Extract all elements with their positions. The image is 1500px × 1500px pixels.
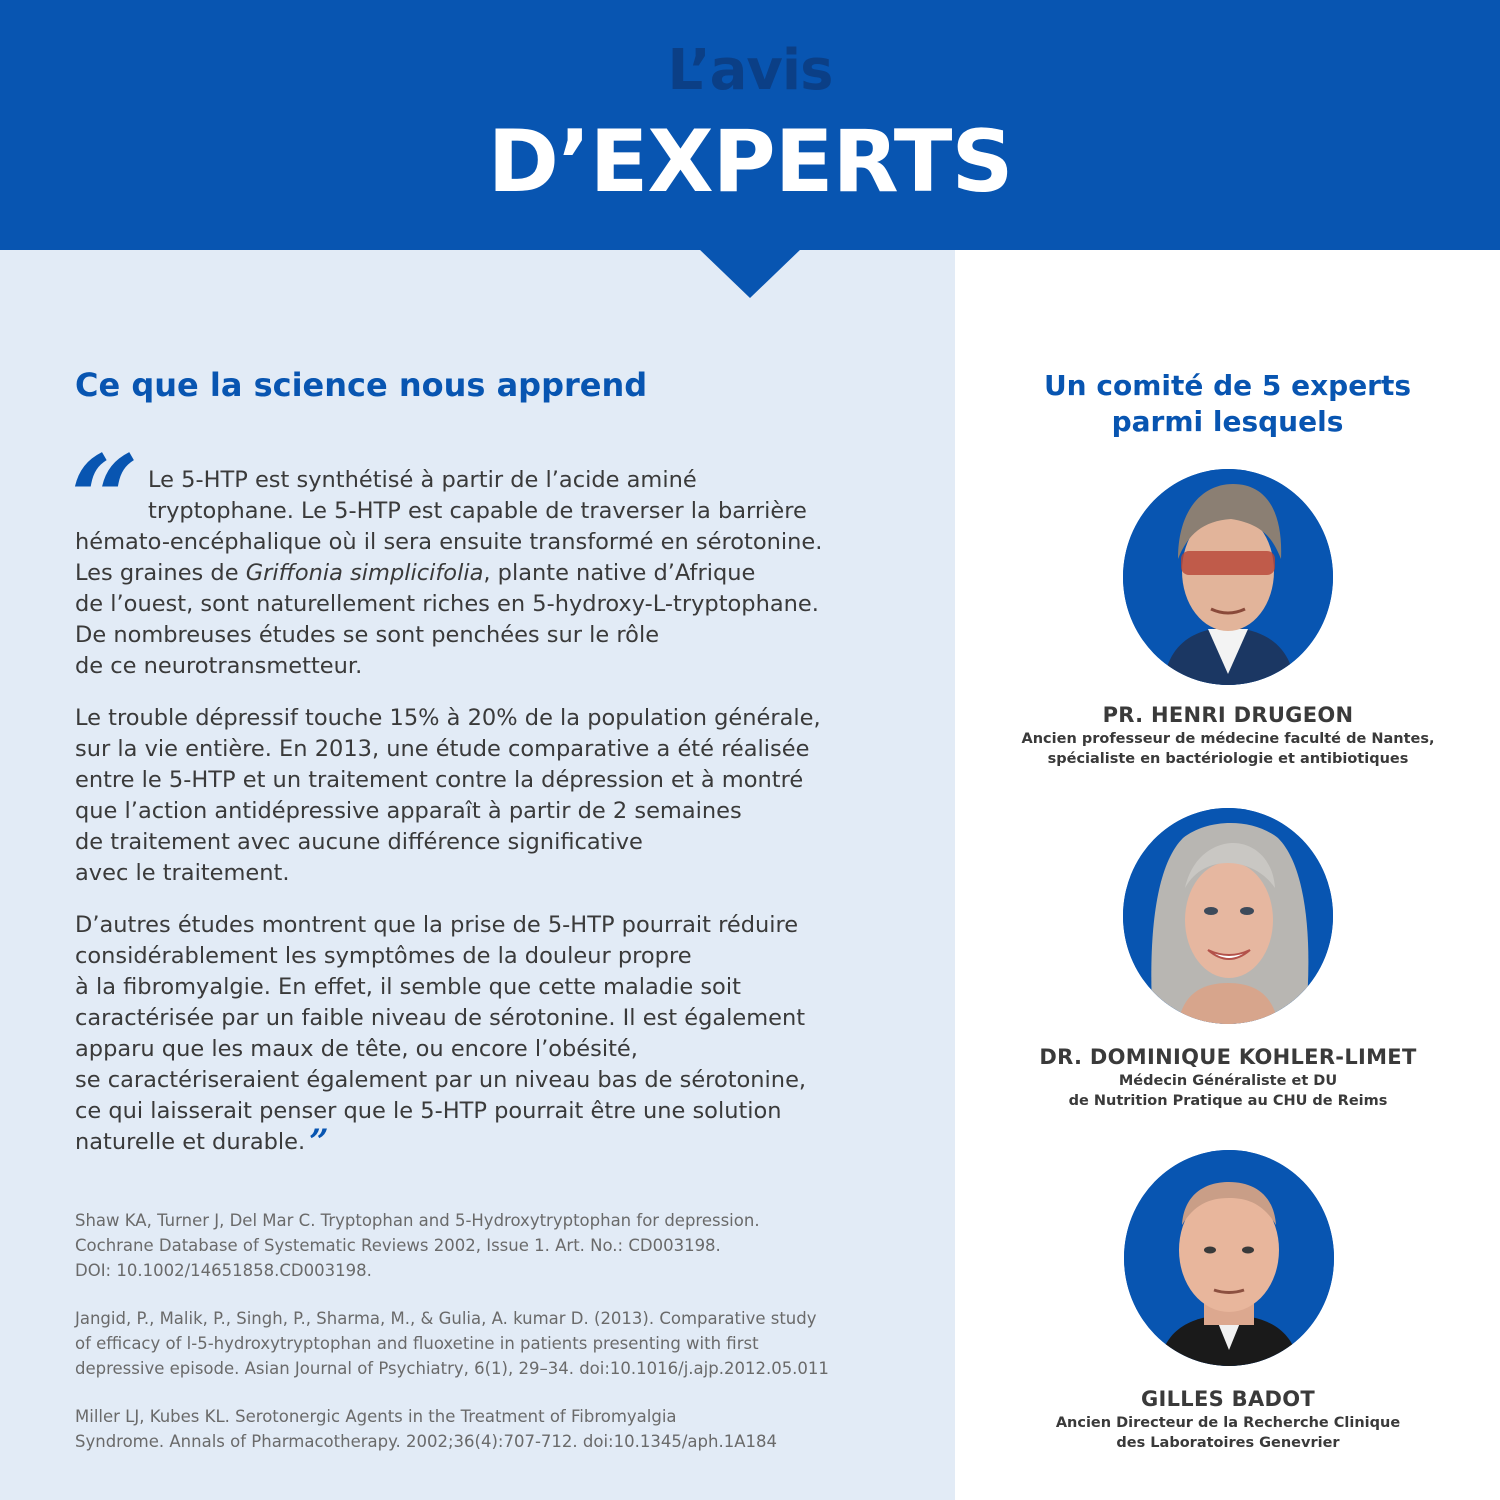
reference-3 [75, 1404, 895, 1454]
header-pre-title: L’avis [667, 38, 833, 103]
text-line: à la fibromyalgie. En effet, il semble que cette maladie soit [75, 974, 741, 1000]
expert-2-name: DR. DOMINIQUE KOHLER-LIMET [1039, 1045, 1417, 1069]
text-segment: , plante native d’Afrique [483, 560, 756, 586]
reference-line: Miller LJ, Kubes KL. Serotonergic Agents in the Treatment of Fibromyalgia [75, 1407, 677, 1426]
portrait-photo [1124, 1150, 1334, 1366]
text-segment: Les graines de [75, 560, 246, 586]
expert-1-name: PR. HENRI DRUGEON [1102, 703, 1354, 727]
expert-role-line: des Laboratoires Genevrier [1116, 1435, 1340, 1451]
portrait-photo [1123, 469, 1333, 685]
expert-1-portrait [1123, 469, 1333, 685]
expert-3-role [1000, 1413, 1456, 1453]
text-line: se caractériseraient également par un niveau bas de sérotonine, [75, 1067, 807, 1093]
text-line: considérablement les symptômes de la douleur propre [75, 943, 692, 969]
expert-1-role [1000, 729, 1456, 769]
reference-line: Shaw KA, Turner J, Del Mar C. Tryptophan and 5-Hydroxytryptophan for depression. [75, 1211, 760, 1230]
expert-role-line: Médecin Généraliste et DU [1118, 1073, 1338, 1089]
text-line: hémato-encéphalique où il sera ensuite transformé en sérotonine. [75, 529, 823, 555]
paragraph-2 [75, 703, 895, 889]
reference-line: DOI: 10.1002/14651858.CD003198. [75, 1261, 372, 1280]
text-line: de l’ouest, sont naturellement riches en 5-hydroxy-L-tryptophane. [75, 591, 819, 617]
header-title: D’EXPERTS [487, 112, 1013, 212]
reference-line: Jangid, P., Malik, P., Singh, P., Sharma, M., & Gulia, A. kumar D. (2013). Comparative study [75, 1309, 817, 1328]
expert-role-line: spécialiste en bactériologie et antibiotiques [1047, 751, 1409, 767]
text-line: apparu que les maux de tête, ou encore l’obésité, [75, 1036, 638, 1062]
text-line: De nombreuses études se sont penchées sur le rôle [75, 622, 660, 648]
text-line [75, 558, 895, 589]
expert-2-portrait [1123, 808, 1333, 1024]
expert-3-portrait [1124, 1150, 1334, 1366]
text-line: Le trouble dépressif touche 15% à 20% de la population générale, [75, 705, 821, 731]
expert-role-line: de Nutrition Pratique au CHU de Reims [1068, 1093, 1388, 1109]
text-line: avec le traitement. [75, 860, 290, 886]
text-line: caractérisée par un faible niveau de sérotonine. Il est également [75, 1005, 806, 1031]
text-line: entre le 5-HTP et un traitement contre la dépression et à montré [75, 767, 804, 793]
expert-role-line: Ancien professeur de médecine faculté de Nantes, [1021, 731, 1435, 747]
reference-line: Cochrane Database of Systematic Reviews 2002, Issue 1. Art. No.: CD003198. [75, 1236, 721, 1255]
text-line: que l’action antidépressive apparaît à partir de 2 semaines [75, 798, 742, 824]
expert-3-name: GILLES BADOT [1140, 1387, 1316, 1411]
committee-title [1000, 368, 1455, 440]
text-line: tryptophane. Le 5-HTP est capable de traverser la barrière [148, 498, 807, 524]
species-name: Griffonia simplicifolia [245, 560, 484, 586]
expert-role-line: Ancien Directeur de la Recherche Clinique [1055, 1415, 1401, 1431]
text-segment: naturelle et durable. [75, 1129, 306, 1155]
reference-1 [75, 1208, 895, 1283]
text-line: Le 5-HTP est synthétisé à partir de l’acide aminé [148, 467, 697, 493]
close-quote-icon: ” [309, 1122, 329, 1162]
committee-title-line: parmi lesquels [1111, 405, 1344, 438]
text-line: de traitement avec aucune différence significative [75, 829, 643, 855]
paragraph-3 [75, 910, 895, 1162]
expert-2-role [1000, 1071, 1456, 1111]
header-banner [0, 0, 1500, 250]
reference-line: Syndrome. Annals of Pharmacotherapy. 2002;36(4):707-712. doi:10.1345/aph.1A184 [75, 1432, 777, 1451]
text-line: de ce neurotransmetteur. [75, 653, 363, 679]
reference-line: depressive episode. Asian Journal of Psychiatry, 6(1), 29–34. doi:10.1016/j.ajp.2012.05.011 [75, 1359, 829, 1378]
science-title: Ce que la science nous apprend [75, 366, 648, 404]
text-line: sur la vie entière. En 2013, une étude comparative a été réalisée [75, 736, 810, 762]
open-quote-icon: “ [70, 429, 140, 570]
portrait-photo [1123, 808, 1333, 1024]
text-line: D’autres études montrent que la prise de 5-HTP pourrait réduire [75, 912, 799, 938]
reference-2 [75, 1306, 895, 1381]
text-line [75, 1122, 895, 1162]
paragraph-1 [75, 465, 895, 682]
header-pointer [698, 248, 802, 298]
reference-line: of efficacy of l-5-hydroxytryptophan and fluoxetine in patients presenting with first [75, 1334, 759, 1353]
text-line: ce qui laisserait penser que le 5-HTP pourrait être une solution [75, 1098, 782, 1124]
committee-title-line: Un comité de 5 experts [1043, 369, 1412, 402]
